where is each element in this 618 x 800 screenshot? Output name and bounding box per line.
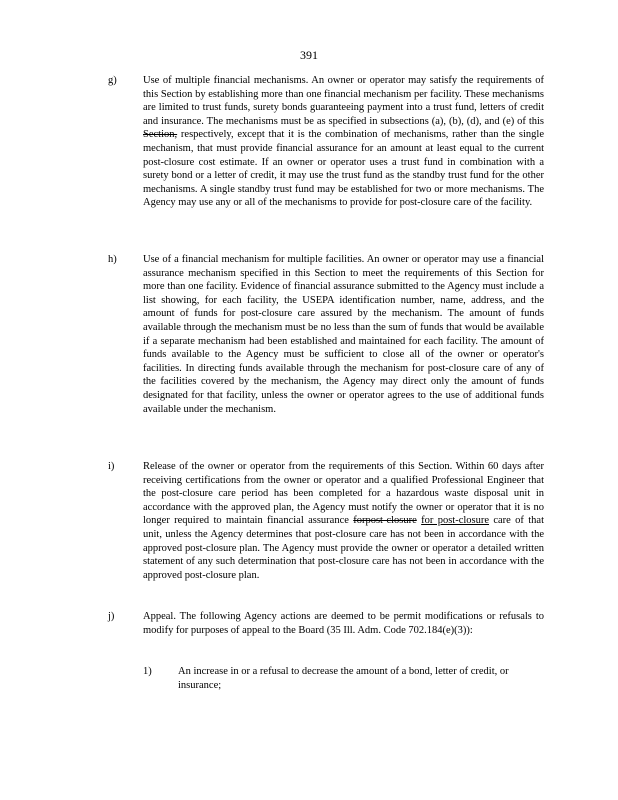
section-text	[143, 610, 544, 637]
section-text	[143, 74, 544, 210]
text-run: Use of a financial mechanism for multiple facilities. An owner or operator may use a financial assurance mechanism specified in this Section to meet the requirements of this Section for more than one facility. Evidence of financial assurance submitted to the Agency must include a list showing, for each facility, the USEPA identification number, name, address, and the amount of funds for post-closure care assured by the mechanism. The amount of funds available through the mechanism must be no less than the sum of funds that would be available if a separate mechanism had been established and maintained for each facility. The amount of funds available to the Agency must be sufficient to close all of the owner or operator's facilities. In directing funds available through the mechanism for post-closure care of any of the facilities covered by the mechanism, the Agency may direct only the amount of funds designated for that facility, unless the owner or operator agrees to the use of additional funds available under the mechanism.	[143, 254, 544, 415]
text-run: Use of multiple financial mechanisms. An owner or operator may satisfy the requirements of this Section by establishing more than one financial mechanism per facility. These mechanisms are limited to trust funds, surety bonds guaranteeing payment into a trust fund, letters of credit and insurance. The mechanisms must be as specified in subsections (a), (b), (d), and (e) of this	[143, 75, 544, 127]
section-marker: j)	[108, 611, 115, 622]
deleted-text: forpost-closure	[353, 515, 417, 527]
text-run: Appeal. The following Agency actions are deemed to be permit modifications or refusals to modify for purposes of appeal to the Board (35 Ill. Adm. Code 702.184(e)(3)):	[143, 611, 544, 636]
section-marker: h)	[108, 254, 117, 265]
subsection-marker: 1)	[143, 666, 152, 677]
page-number: 391	[300, 48, 318, 62]
text-run: respectively, except that it is the combination of mechanisms, rather than the single mechanism, that must provide financial assurance for an amount at least equal to the current post-closure cost estimate. If an owner or operator uses a trust fund in combination with a surety bond or a letter of credit, it may use the trust fund as the standby trust fund for the other mechanisms. A single standby trust fund may be established for two or more mechanisms. The Agency may use any or all of the mechanisms to provide for post-closure care of the facility.	[143, 129, 544, 209]
subsection-text: An increase in or a refusal to decrease the amount of a bond, letter of credit, or insurance;	[178, 666, 509, 691]
inserted-text: for post-closure	[421, 515, 490, 527]
section-text	[143, 460, 544, 582]
deleted-text: Section,	[143, 129, 178, 141]
section-marker: g)	[108, 75, 117, 86]
section-marker: i)	[108, 461, 115, 472]
section-text	[143, 253, 544, 416]
text-run: Release of the owner or operator from the requirements of this Section. Within 60 days after receiving certifications from the owner or operator and a qualified Professional Engineer that the post-closure care period has been completed for a hazardous waste disposal unit in accordance with the approved plan, the Agency must notify the owner or operator that it is no longer required to maintain financial assurance	[143, 461, 544, 527]
text-run: care of that unit, unless the Agency determines that post-closure care has not been in accordance with the approved post-closure plan. The Agency must provide the owner or operator a detailed written statement of any such determination that post-closure care has not been in accordance with the approved post-closure plan.	[143, 515, 544, 581]
